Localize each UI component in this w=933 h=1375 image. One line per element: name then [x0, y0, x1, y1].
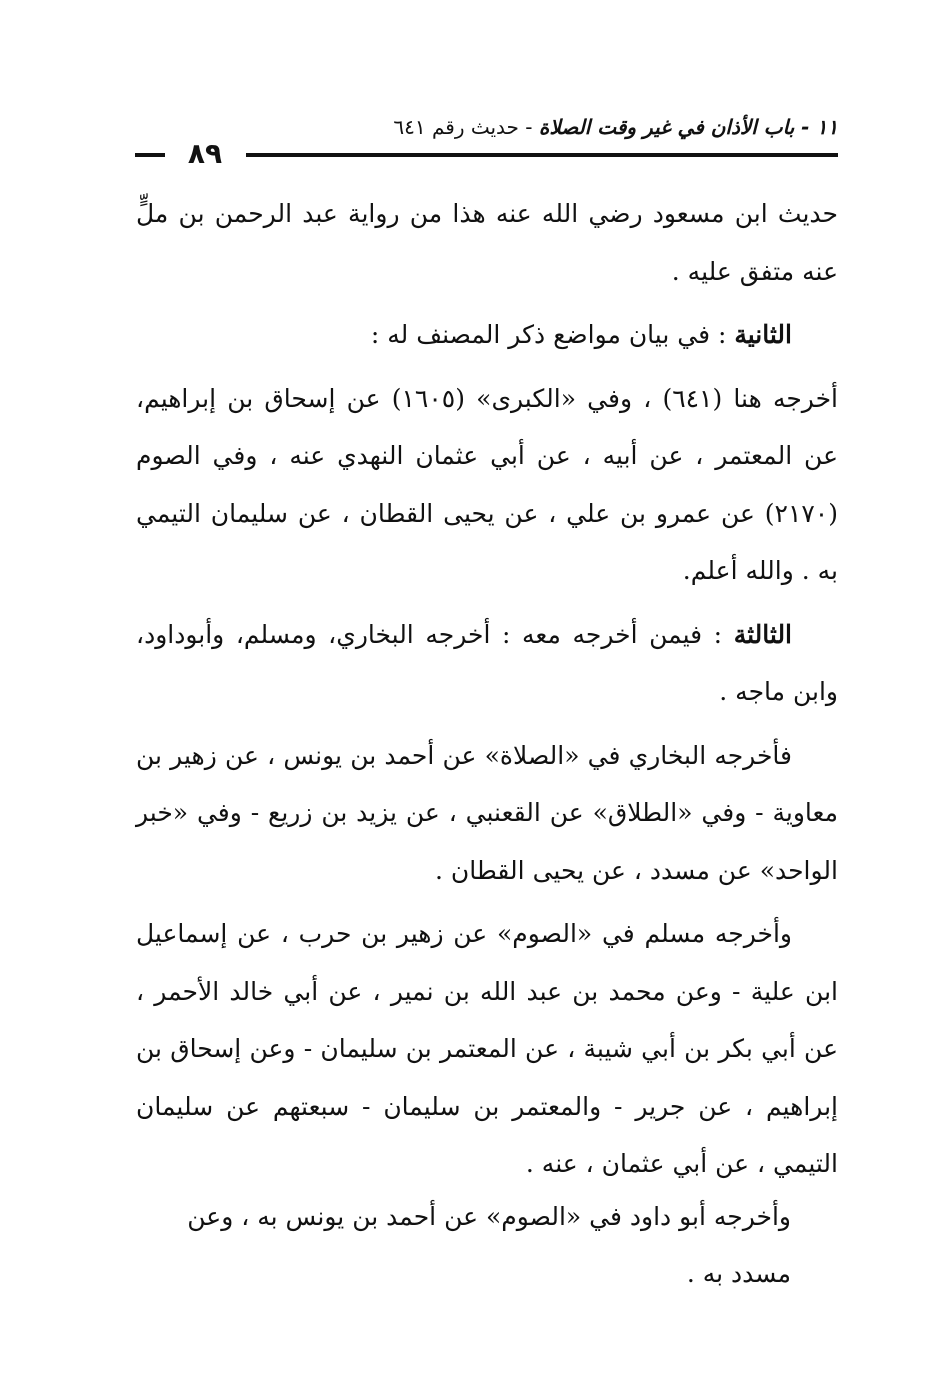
paragraph-text: وأخرجه مسلم في «الصوم» عن زهير بن حرب ، عن إسماعيل ابن علية - وعن محمد بن عبد الله بن نمير ، عن أبي خالد الأحمر ، عن أبي بكر بن أبي شيبة ، عن المعتمر بن سليمان - وعن إسحاق بن إبراهيم ، عن جرير - والمعتمر بن سليمان - سبعتهم عن سليمان التيمي ، عن أبي عثمان ، عنه .: [136, 919, 838, 1178]
paragraph-text: أخرجه هنا (٦٤١) ، وفي «الكبرى» (١٦٠٥) عن إسحاق بن إبراهيم، عن المعتمر ، عن أبيه ، عن أبي عثمان النهدي عنه ، وفي الصوم (٢١٧٠) عن عمرو بن علي ، عن يحيى القطان ، عن سليمان التيمي به . والله أعلم.: [136, 383, 838, 585]
page-number: ٨٩: [187, 137, 223, 170]
section-heading-second: الثانية: [734, 320, 792, 349]
paragraph-text: وأخرجه أبو داود في «الصوم» عن أحمد بن يونس به ، وعن مسدد به .: [187, 1202, 791, 1288]
hadith-reference: حديث رقم ٦٤١: [393, 115, 519, 139]
paragraph-3: [136, 370, 838, 600]
header-rule: [246, 153, 838, 157]
paragraph-1: [136, 185, 838, 300]
paragraph-4: [136, 606, 838, 721]
paragraph-text: : في بيان مواضع ذكر المصنف له :: [370, 320, 727, 349]
paragraph-6: [136, 905, 838, 1193]
paragraph-text: : فيمن أخرجه معه : أخرجه البخاري، ومسلم، وأبوداود، وابن ماجه .: [136, 619, 838, 706]
chapter-title: ١١ - باب الأذان في غير وقت الصلاة: [538, 115, 838, 139]
page-number-dash: [135, 153, 165, 157]
running-header: [360, 112, 838, 142]
paragraph-5: [136, 727, 838, 900]
paragraph-text: حديث ابن مسعود رضي الله عنه هذا من رواية عبد الرحمن بن ملٍّ عنه متفق عليه .: [136, 199, 838, 286]
body-text: [136, 185, 838, 1199]
header-separator: -: [518, 115, 539, 139]
paragraph-text: فأخرجه البخاري في «الصلاة» عن أحمد بن يونس ، عن زهير بن معاوية - وفي «الطلاق» عن القعنبي ، عن يزيد بن زريع - وفي «خبر الواحد» عن مسدد ، عن يحيى القطان .: [136, 740, 838, 885]
paragraph-7: [136, 1188, 791, 1302]
paragraph-2: [136, 306, 838, 364]
section-heading-third: الثالثة: [733, 619, 793, 649]
